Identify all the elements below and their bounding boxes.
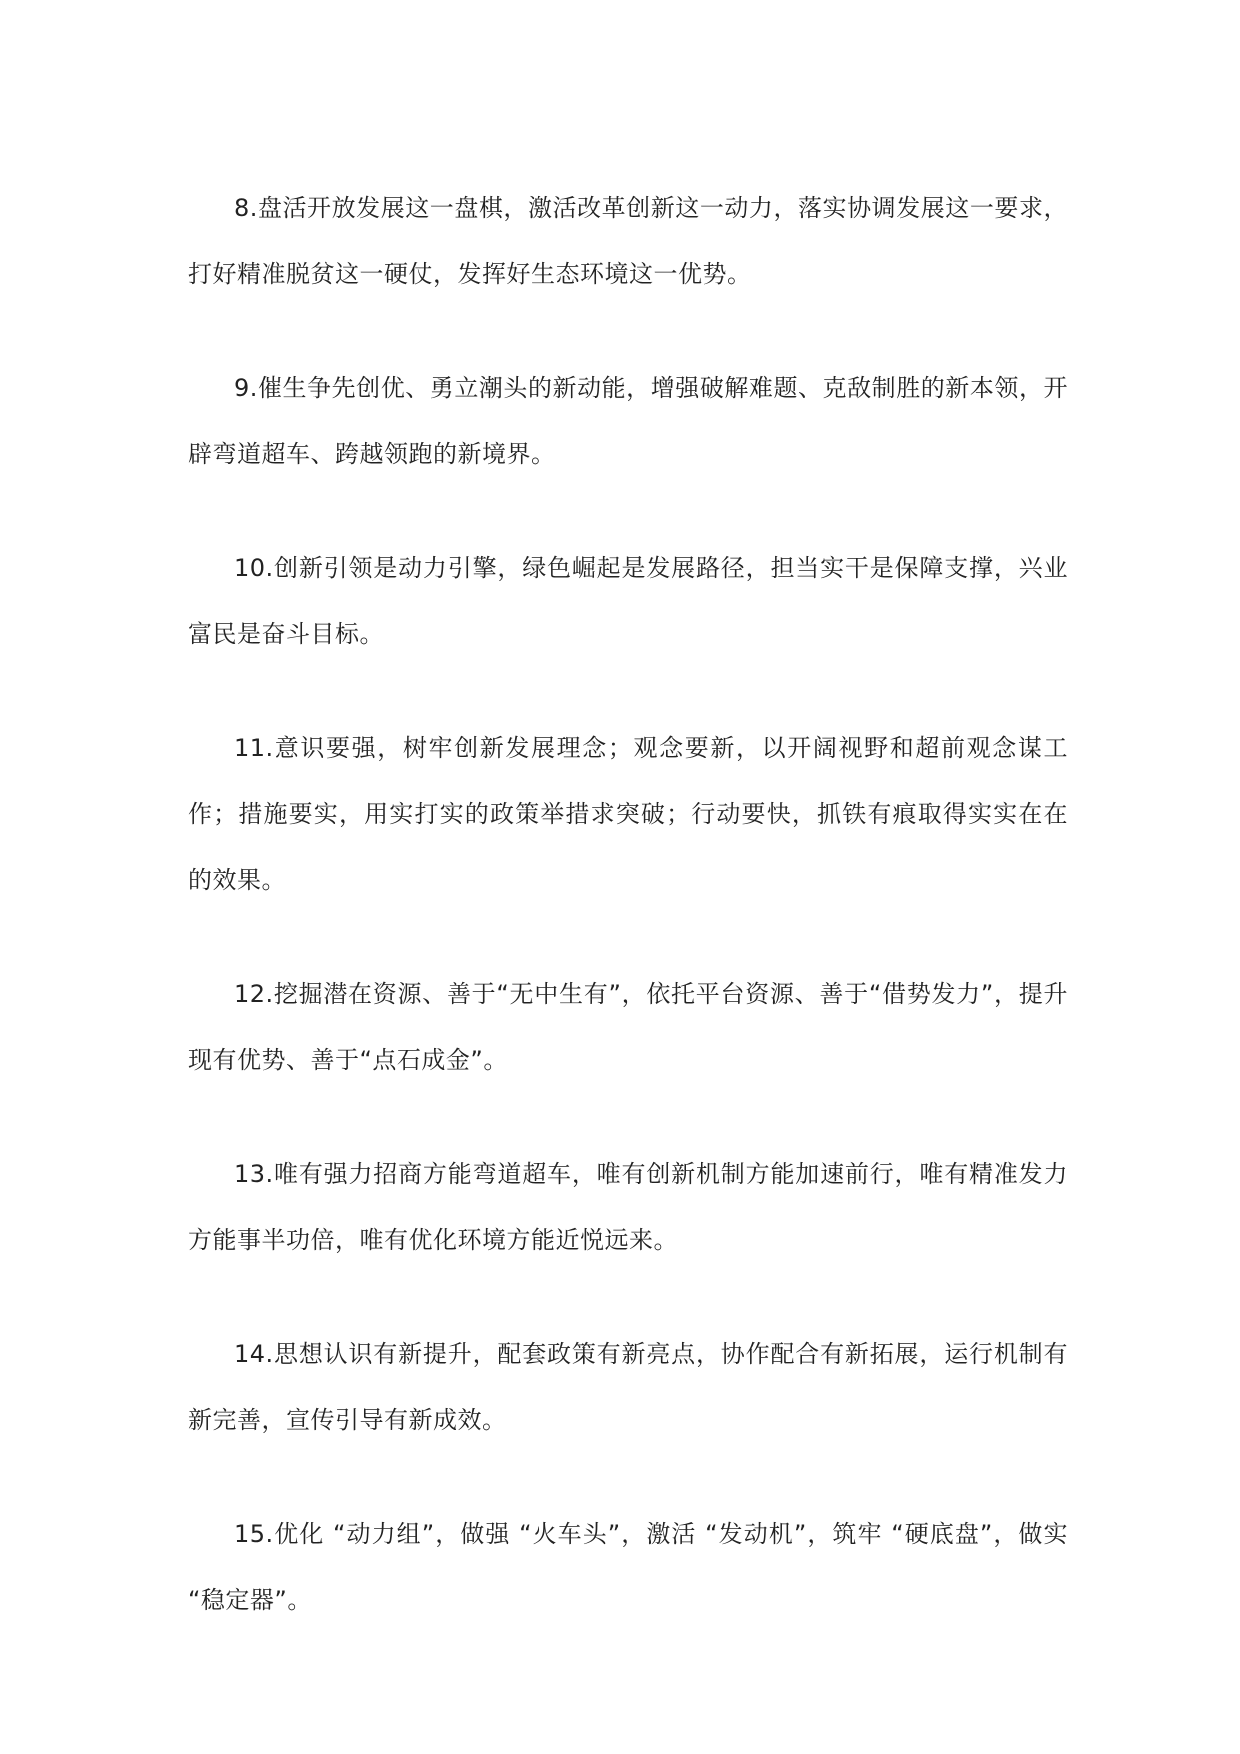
paragraph-10: 10.创新引领是动力引擎，绿色崛起是发展路径，担当实干是保障支撑，兴业富民是奋斗目标。 xyxy=(188,554,1068,648)
paragraph-13: 13.唯有强力招商方能弯道超车，唯有创新机制方能加速前行，唯有精准发力方能事半功倍，唯有优化环境方能近悦远来。 xyxy=(188,1160,1068,1254)
paragraph-14: 14.思想认识有新提升，配套政策有新亮点，协作配合有新拓展，运行机制有新完善，宣传引导有新成效。 xyxy=(188,1340,1068,1434)
paragraph-9: 9.催生争先创优、勇立潮头的新动能，增强破解难题、克敌制胜的新本领，开辟弯道超车、跨越领跑的新境界。 xyxy=(188,374,1068,468)
document-body xyxy=(188,175,1068,1681)
paragraph-11: 11.意识要强，树牢创新发展理念；观念要新，以开阔视野和超前观念谋工作；措施要实，用实打实的政策举措求突破；行动要快，抓铁有痕取得实实在在的效果。 xyxy=(188,734,1068,894)
paragraph-8: 8.盘活开放发展这一盘棋，激活改革创新这一动力，落实协调发展这一要求，打好精准脱贫这一硬仗，发挥好生态环境这一优势。 xyxy=(188,194,1068,288)
paragraph-15: 15.优化 “动力组”，做强 “火车头”，激活 “发动机”，筑牢 “硬底盘”，做实 “稳定器”。 xyxy=(188,1520,1068,1614)
paragraph-12: 12.挖掘潜在资源、善于“无中生有”，依托平台资源、善于“借势发力”，提升现有优势、善于“点石成金”。 xyxy=(188,980,1068,1074)
